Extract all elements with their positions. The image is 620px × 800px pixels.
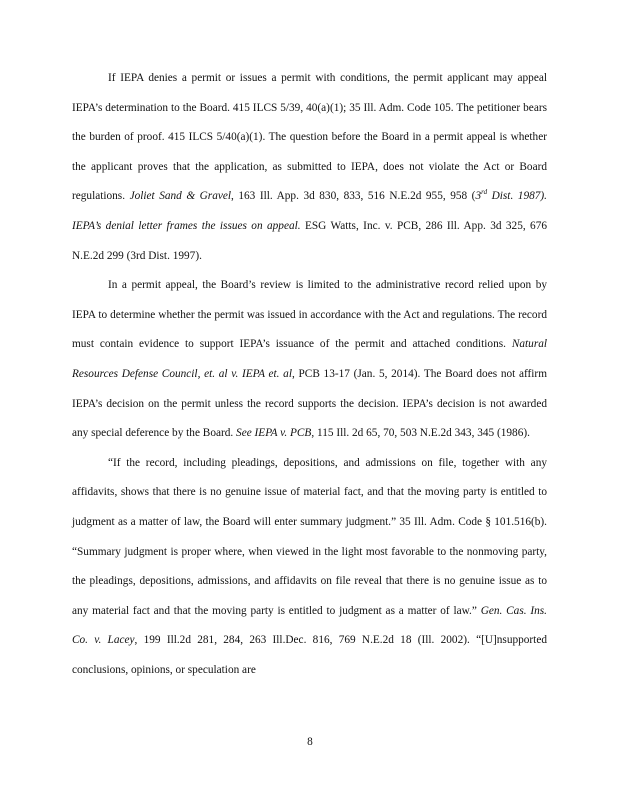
paragraph-1 xyxy=(72,64,547,271)
page-number: 8 xyxy=(307,736,313,748)
citation-text: Gen. Cas. Ins. Co. v. Lacey xyxy=(72,604,547,647)
paragraph-3 xyxy=(72,449,547,686)
document-body xyxy=(72,64,547,685)
citation-text: Joliet Sand & Gravel xyxy=(129,190,232,203)
body-text: , 115 Ill. 2d 65, 70, 503 N.E.2d 343, 345 (1986). xyxy=(311,427,530,440)
citation-text: See IEPA v. PCB xyxy=(236,427,312,440)
body-text: ESG Watts, Inc. v. PCB, 286 Ill. App. 3d 325, 676 N.E.2d 299 (3rd Dist. 1997). xyxy=(72,219,548,262)
citation-text: rd xyxy=(481,188,488,197)
body-text: , 199 Ill.2d 281, 284, 263 Ill.Dec. 816, 769 N.E.2d 18 (Ill. 2002). “[U]nsupported conclusions, opinions, or speculation are xyxy=(72,634,547,676)
body-text: In a permit appeal, the Board’s review is limited to the administrative record relied upon by IEPA to determine whether the permit was issued in accordance with the Act and regulations. The record must contain evidence to support IEPA’s issuance of the permit and attached conditions. xyxy=(72,279,547,351)
body-text: “If the record, including pleadings, depositions, and admissions on file, together with any affidavits, shows that there is no genuine issue of material fact, and that the moving party is entitled to judgment as a matter of law, the Board will enter summary judgment.” 35 Ill. Adm. Code § 101.516(b). “Summary judgment is proper where, when viewed in the light most favorable to the nonmoving party, the pleadings, depositions, admissions, and affidavits on file reveal that there is no genuine issue as to any material fact and that the moving party is entitled to judgment as a matter of law.” xyxy=(72,456,547,617)
paragraph-2 xyxy=(72,271,547,449)
citation-text: Dist. 1987). IEPA’s denial letter frames the issues on appeal. xyxy=(72,190,547,232)
body-text: , 163 Ill. App. 3d 830, 833, 516 N.E.2d 955, 958 ( xyxy=(231,190,476,203)
body-text: , PCB 13-17 (Jan. 5, 2014). The Board does not affirm IEPA’s decision on the permit unless the record supports the decision. IEPA’s decision is not awarded any special deference by the Board. xyxy=(72,367,547,440)
body-text: If IEPA denies a permit or issues a permit with conditions, the permit applicant may appeal IEPA’s determination to the Board. 415 ILCS 5/39, 40(a)(1); 35 Ill. Adm. Code 105. The petitioner bears the burden of proof. 415 ILCS 5/40(a)(1). The question before the Board in a permit appeal is whether the applicant proves that the application, as submitted to IEPA, does not violate the Act or Board regulations. xyxy=(72,72,547,203)
citation-text: Natural Resources Defense Council, et. al v. IEPA et. al xyxy=(72,338,547,380)
citation-text: 3 xyxy=(475,190,482,203)
